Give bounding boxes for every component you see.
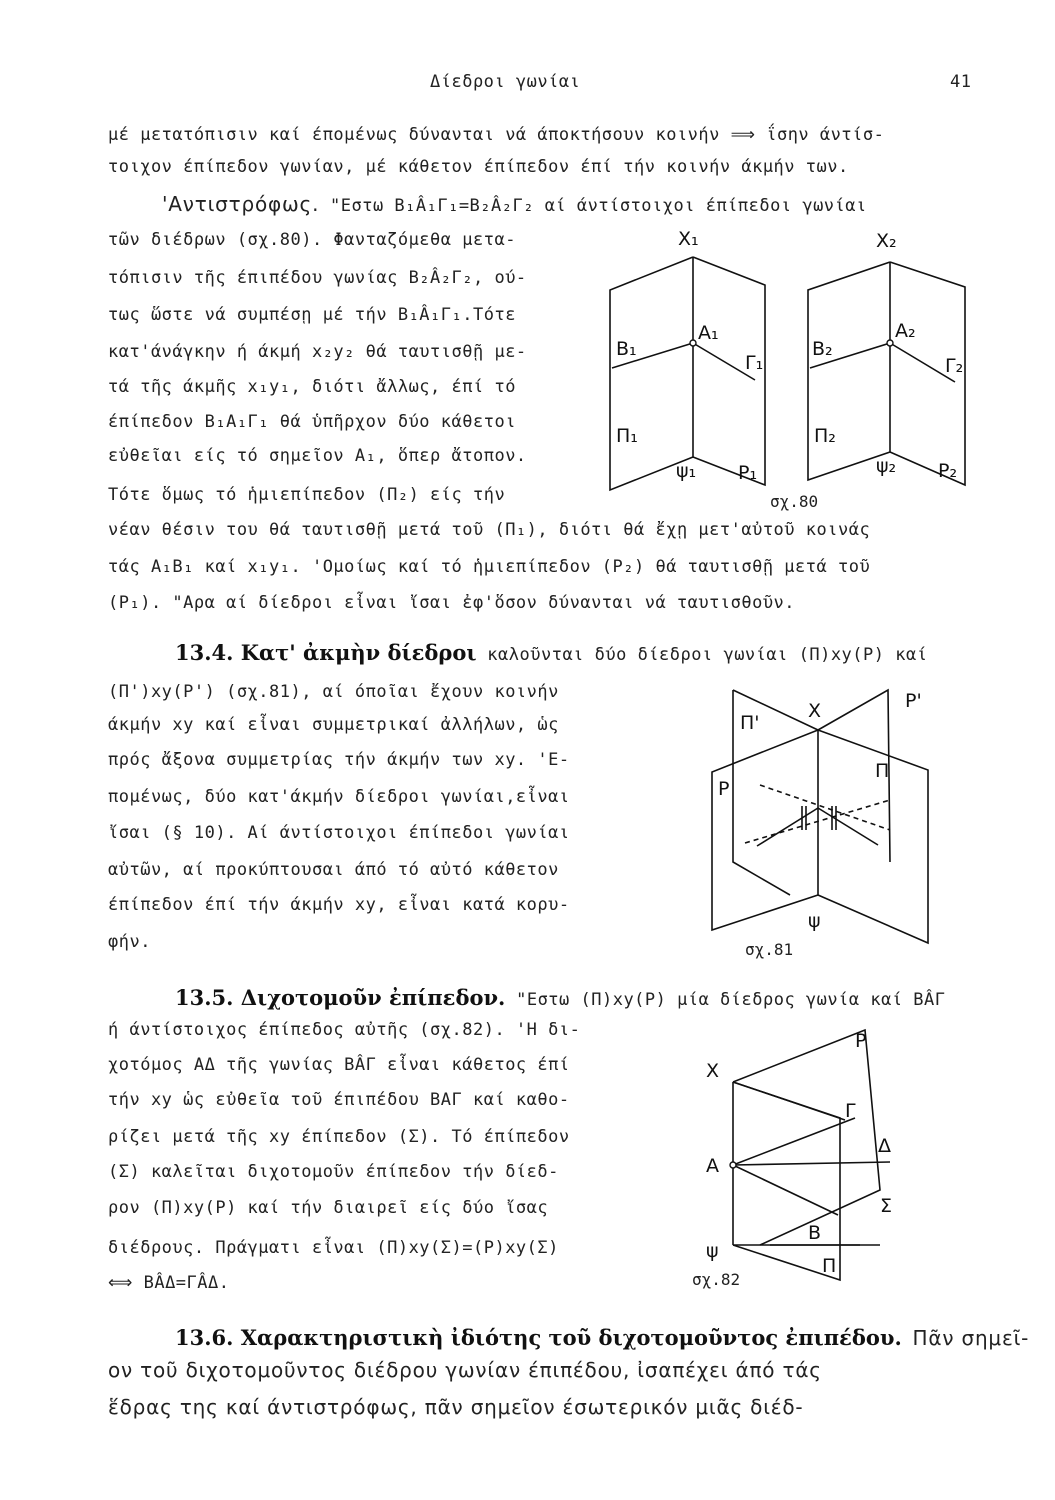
- text-line: άκμήν xy καί εἶναι συμμετρικαί ἀλλήλων, ὡς: [108, 715, 559, 735]
- text-line: κατ'άνάγκην ή άκμή x₂y₂ θά ταυτισθῇ με-: [108, 342, 527, 362]
- label-s: Σ: [880, 1195, 893, 1217]
- label-p: P: [855, 1030, 867, 1052]
- text-line: τῶν διέδρων (σχ.80). Φανταζόμεθα μετα-: [108, 230, 516, 250]
- text-line: τάς Α₁Β₁ καί x₁y₁. 'Ομοίως καί τό ἡμιεπίπεδον (Ρ₂) θά ταυτισθῇ μετά τοῦ: [108, 557, 871, 577]
- section-heading: 13.6. Χαρακτηριστικὴ ἰδιότης τοῦ διχοτομοῦντος ἐπιπέδου.: [175, 1325, 902, 1350]
- label-a1: A₁: [698, 322, 719, 344]
- label-pip: Π': [740, 712, 760, 734]
- label-r2: P₂: [938, 460, 958, 482]
- label-g2: Γ₂: [945, 355, 964, 377]
- text-span: καλοῦνται δύο δίεδροι γωνίαι (Π)xy(Ρ) καί: [487, 645, 928, 665]
- text-line: εὐθεῖαι είς τό σημεῖον Α₁, ὅπερ ἄτοπον.: [108, 446, 527, 466]
- label-pp: P': [905, 690, 922, 712]
- text-span: Πᾶν σημεῖ-: [912, 1326, 1030, 1350]
- text-line: (Σ) καλεῖται διχοτομοῦν έπίπεδον τήν δίεδ-: [108, 1162, 559, 1182]
- text-span: "Εστω Β₁Â₁Γ₁=Β₂Â₂Γ₂ αί άντίστοιχοι έπίπεδοι γωνίαι: [330, 196, 867, 216]
- text-line: τόπισιν τῆς έπιπέδου γωνίας Β₂Â₂Γ₂, ού-: [108, 268, 527, 288]
- text-line: χοτόμος ΑΔ τῆς γωνίας ΒÂΓ εἶναι κάθετος έπί: [108, 1055, 570, 1075]
- text-line: ρον (Π)xy(Ρ) καί τήν διαιρεῖ είς δύο ἴσας: [108, 1198, 549, 1218]
- text-line: τήν xy ὡς εὐθεῖα τοῦ έπιπέδου ΒΑΓ καί καθο-: [108, 1090, 570, 1110]
- label-g1: Γ₁: [745, 352, 764, 374]
- label-p1: Π₁: [616, 425, 638, 447]
- label-pi: Π: [822, 1255, 837, 1277]
- text-line: (Π')xy(Ρ') (σχ.81), αί όποῖαι ἔχουν κοινήν: [108, 682, 559, 702]
- text-line: ή άντίστοιχος έπίπεδος αὐτῆς (σχ.82). 'Η δι-: [108, 1020, 581, 1040]
- text-line: ον τοῦ διχοτομοῦντος διέδρου γωνίαν έπιπέδου, ἰσαπέχει άπό τάς: [108, 1358, 822, 1382]
- label-y2: ψ₂: [876, 455, 897, 477]
- text-line: νέαν θέσιν του θά ταυτισθῇ μετά τοῦ (Π₁), διότι θά ἔχῃ μετ'αὐτοῦ κοινάς: [108, 520, 871, 540]
- text-line: πρός ἄξονα συμμετρίας τήν άκμήν των xy. 'Ε-: [108, 750, 570, 770]
- text-line: έπίπεδον Β₁Α₁Γ₁ θά ὑπῆρχον δύο κάθετοι: [108, 412, 516, 432]
- text-line: Τότε ὅμως τό ἡμιεπίπεδον (Π₂) είς τήν: [108, 485, 506, 505]
- label-pi: Π: [875, 760, 890, 782]
- lead-term: 'Αντιστρόφως.: [162, 192, 320, 216]
- label-x1: X₁: [678, 228, 699, 250]
- text-line: [175, 1325, 1029, 1350]
- label-b: B: [808, 1222, 822, 1244]
- text-line: ρίζει μετά τῆς xy έπίπεδον (Σ). Τό έπίπεδον: [108, 1127, 570, 1147]
- text-span: "Εστω (Π)xy(Ρ) μία δίεδρος γωνία καί ΒÂΓ: [516, 990, 946, 1010]
- label-x: X: [706, 1060, 720, 1082]
- text-line: ἴσαι (§ 10). Αί άντίστοιχοι έπίπεδοι γωνίαι: [108, 823, 570, 843]
- text-line: έπίπεδον έπί τήν άκμήν xy, εἶναι κατά κορυ-: [108, 895, 570, 915]
- label-d: Δ: [878, 1135, 891, 1157]
- text-line: τοιχον έπίπεδον γωνίαν, μέ κάθετον έπίπεδον έπί τήν κοινήν άκμήν των.: [108, 157, 849, 177]
- text-line: φήν.: [108, 932, 151, 952]
- text-line: αὐτῶν, αί προκύπτουσαι άπό τό αὐτό κάθετον: [108, 860, 559, 880]
- page-number: 41: [950, 72, 972, 92]
- figure-82-caption: σχ.82: [692, 1270, 741, 1289]
- label-r1: P₁: [738, 462, 758, 484]
- label-x: X: [808, 700, 822, 722]
- label-p: P: [718, 778, 730, 800]
- running-header: Δίεδροι γωνίαι: [430, 72, 581, 92]
- text-line: μέ μετατόπισιν καί έπομένως δύνανται νά άποκτήσουν κοινήν ⟹ ΐσην άντίσ-: [108, 125, 885, 145]
- text-line: διέδρους. Πράγματι εἶναι (Π)xy(Σ)=(Ρ)xy(Σ): [108, 1238, 559, 1258]
- text-line: τως ὥστε νά συμπέσῃ μέ τήν Β₁Â₁Γ₁.Τότε: [108, 305, 516, 325]
- figure-81-caption: σχ.81: [745, 940, 794, 959]
- label-a: A: [706, 1155, 719, 1177]
- label-b1: B₁: [616, 338, 637, 360]
- label-p2: Π₂: [814, 425, 836, 447]
- label-b2: B₂: [812, 338, 833, 360]
- figure-80-caption: σχ.80: [770, 492, 819, 511]
- label-a2: A₂: [895, 320, 916, 342]
- label-y: ψ: [706, 1240, 719, 1262]
- label-g: Γ: [845, 1100, 856, 1122]
- text-line: (Ρ₁). "Αρα αί δίεδροι εἶναι ἴσαι ἐφ'ὅσον δύνανται νά ταυτισθοῦν.: [108, 593, 796, 613]
- text-line: ⟺ ΒÂΔ=ΓÂΔ.: [108, 1273, 230, 1293]
- label-y1: ψ₁: [676, 460, 697, 482]
- text-line: πομένως, δύο κατ'άκμήν δίεδροι γωνίαι,εἶναι: [108, 787, 570, 807]
- section-heading: 13.4. Κατ' ἀκμὴν δίεδροι: [175, 640, 477, 665]
- text-line: ἕδρας της καί άντιστρόφως, πᾶν σημεῖον έσωτερικόν μιᾶς διέδ-: [108, 1395, 804, 1419]
- section-heading: 13.5. Διχοτομοῦν ἐπίπεδον.: [175, 985, 506, 1010]
- label-x2: X₂: [876, 230, 897, 252]
- label-y: ψ: [808, 910, 821, 932]
- text-line: τά τῆς άκμῆς x₁y₁, διότι ἄλλως, έπί τό: [108, 377, 516, 397]
